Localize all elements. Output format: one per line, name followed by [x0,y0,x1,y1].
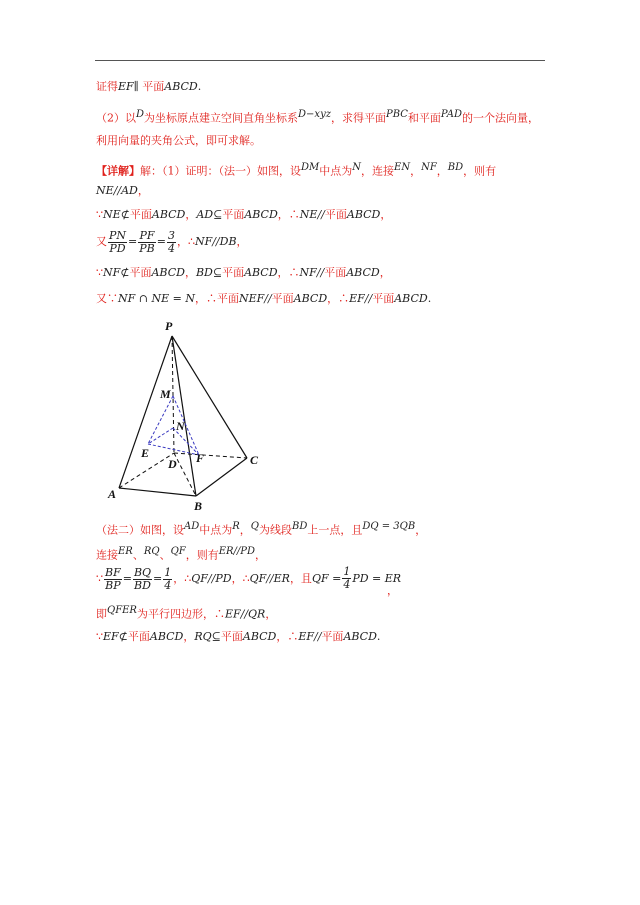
text: ， [380,208,392,221]
label-B: B [194,499,203,513]
text: 为坐标原点建立空间直角坐标系 [144,111,299,125]
edge-DC [174,453,247,458]
text: 、 [132,548,144,562]
header-rule [95,60,545,61]
text: 即 [96,607,107,621]
text: ， [265,607,277,621]
label-E: E [141,446,150,460]
fraction [104,567,122,592]
text: ， [194,292,206,305]
math: EN [394,162,411,173]
text: 上一点，且 [307,523,363,537]
math: ⊆ [211,630,221,643]
text: ， [255,548,267,562]
math: RQ [194,630,212,643]
text: ， [236,235,248,248]
math: RQ [143,546,160,557]
text: ， [277,266,289,279]
math: ⊆ [212,266,223,279]
text: 为线段 [258,523,292,537]
math: ABCD [394,292,428,305]
text: ， [277,208,289,221]
label-M: M [160,387,171,401]
label-F: F [196,451,205,465]
text: 平面 [127,630,150,643]
text: 平面 [222,208,245,221]
because-symbol: ∵ [96,266,103,279]
math: EF//QR [224,607,266,621]
therefore-symbol: ∴ [213,607,225,621]
fraction [138,230,156,255]
text: 平面 [372,292,395,305]
math: ER [118,546,133,557]
label-C: C [250,453,259,467]
detail-heading: 【详解】 [96,164,140,178]
math: ABCD [244,266,278,279]
math: NE [103,208,121,221]
equals: = [156,235,166,248]
therefore-symbol: ∴ [338,292,350,305]
text: ， [239,523,251,537]
math: QF//ER [249,572,290,585]
math: NF ∩ NE = N [118,292,195,305]
text: ， [231,572,243,585]
math: ⊆ [213,208,223,221]
equals: = [153,572,163,585]
period: . [376,630,381,643]
line-4 [96,161,496,179]
math: PD = ER [352,572,402,585]
text: 平面 [216,292,239,305]
edge-AB [119,488,196,496]
math: ABCD [293,292,328,305]
math: QF//PD [191,572,232,585]
text: 平面 [324,208,347,221]
math: ABCD [151,208,186,221]
math: D−xyz [298,109,331,120]
text: ， [184,266,196,279]
math: D [136,109,145,120]
line-10 [96,520,426,538]
line-5 [96,184,149,198]
math: DM [301,162,320,173]
math: EF [103,630,119,643]
math: NF [103,266,121,279]
because-symbol: ∵ [96,572,103,585]
math: NEF// [238,292,272,305]
fraction [108,230,127,255]
numerator: BF [105,565,121,579]
math: QFER [107,605,137,616]
text: ， [327,292,339,305]
text: ，则有 [185,548,219,562]
math: BD [291,521,308,532]
math: EF [118,80,134,93]
text: ， [379,266,391,279]
numerator: BQ [133,565,152,579]
segment-ME [148,396,173,444]
numerator: PN [109,228,127,242]
math: BD [447,162,464,173]
line-9 [96,292,431,306]
denominator: BD [134,578,151,592]
numerator: 1 [164,565,172,579]
text: ， [436,164,448,178]
math: EF// [349,292,373,305]
numerator: 3 [167,228,175,242]
text: 又 [96,292,107,305]
numerator: 1 [343,565,351,578]
math: ABCD [164,80,198,93]
math: ABCD [151,266,185,279]
denominator: PB [139,241,155,255]
label-A: A [108,487,117,501]
text: 证得 [96,80,118,93]
text: 平面 [222,266,245,279]
text: 平面 [220,630,243,643]
period: . [197,80,202,93]
pyramid-figure [104,318,274,518]
line-14 [96,630,380,644]
therefore-symbol: ∴ [288,208,300,221]
line-1 [96,80,201,94]
equals: = [122,572,132,585]
math: PAD [440,109,462,120]
math: ABCD [346,266,380,279]
text: ，且 [289,572,312,585]
text: 中点为 [199,523,233,537]
math: ⊄ [120,208,130,221]
edge-PD [172,336,174,453]
therefore-symbol: ∴ [242,572,250,585]
therefore-symbol: ∴ [187,235,195,248]
text: ，则有 [463,164,497,178]
text: ， [185,208,197,221]
math: BD [195,266,213,279]
line-3 [96,134,261,148]
numerator: PF [139,228,155,242]
text: 利用向量的夹角公式，即可求解。 [96,134,261,147]
denominator: BP [105,578,121,592]
math: AD [184,521,200,532]
denominator: 4 [343,578,351,591]
text: 平面 [138,80,165,93]
math: NE// [299,208,325,221]
label-P: P [165,319,173,333]
math: Q [250,521,259,532]
math: ABCD [149,630,184,643]
math: EF// [298,630,322,643]
math: ABCD [346,208,381,221]
math: QF = [311,572,342,585]
math: AD [196,208,214,221]
text: ， [387,584,398,597]
text: ， [276,630,288,643]
text: 平面 [321,630,344,643]
text: ， [183,630,195,643]
text: 解：（1）证明：（法一）如图，设 [140,164,301,178]
math: DQ = 3QB [362,521,416,532]
line-13 [96,604,276,622]
math: ABCD [343,630,377,643]
math: NE//AD [96,184,138,197]
text: 平面 [324,266,347,279]
line-7 [96,229,248,255]
text: （法二）如图，设 [96,523,184,537]
text: 平面 [129,266,152,279]
text: 连接 [96,548,118,562]
math: NF// [299,266,325,279]
label-N: N [176,419,185,433]
therefore-symbol: ∴ [184,572,192,585]
text: ， [173,572,185,585]
line-12 [96,566,401,592]
therefore-symbol: ∴ [287,630,299,643]
text: 、 [159,548,171,562]
text: 平面 [129,208,152,221]
because-symbol: ∵ [107,292,118,305]
fraction [167,230,176,255]
math: ⊄ [120,266,130,279]
text: ， [176,235,188,248]
text: 平面 [271,292,294,305]
line-11 [96,545,266,563]
edge-PA [119,336,172,488]
math: ABCD [242,630,277,643]
text: ， [410,164,422,178]
line-2 [96,108,539,126]
math: R [232,521,240,532]
text: ，连接 [361,164,395,178]
math: NF//DB [194,235,237,248]
line-8 [96,266,391,280]
math: N [352,162,362,173]
line-12-tail [387,584,398,598]
denominator: 4 [167,241,175,255]
because-symbol: ∵ [96,630,103,643]
fraction [133,567,152,592]
text: 的一个法向量， [461,111,539,125]
because-symbol: ∵ [96,208,103,221]
math: ⊄ [118,630,128,643]
fraction [163,567,172,592]
therefore-symbol: ∴ [205,292,217,305]
text: ，求得平面 [331,111,386,125]
period: . [427,292,432,305]
text: 和平面 [407,111,441,125]
therefore-symbol: ∴ [288,266,300,279]
text: ， [137,184,149,197]
text: 又 [96,235,107,248]
text: （2）以 [96,111,136,125]
edge-PC [172,336,247,458]
math: QF [170,546,186,557]
math: ER//PD [218,546,256,557]
text: 为平行四边形， [136,607,214,621]
parallel-symbol: ∥ [133,80,139,93]
denominator: PD [109,241,126,255]
denominator: 4 [164,578,172,592]
line-6 [96,208,391,222]
label-D: D [168,457,177,471]
math: NF [421,162,437,173]
math: ABCD [244,208,278,221]
text: 中点为 [319,164,353,178]
math: PBC [386,109,408,120]
equals: = [128,235,138,248]
fraction [342,566,351,591]
text: ， [415,523,427,537]
